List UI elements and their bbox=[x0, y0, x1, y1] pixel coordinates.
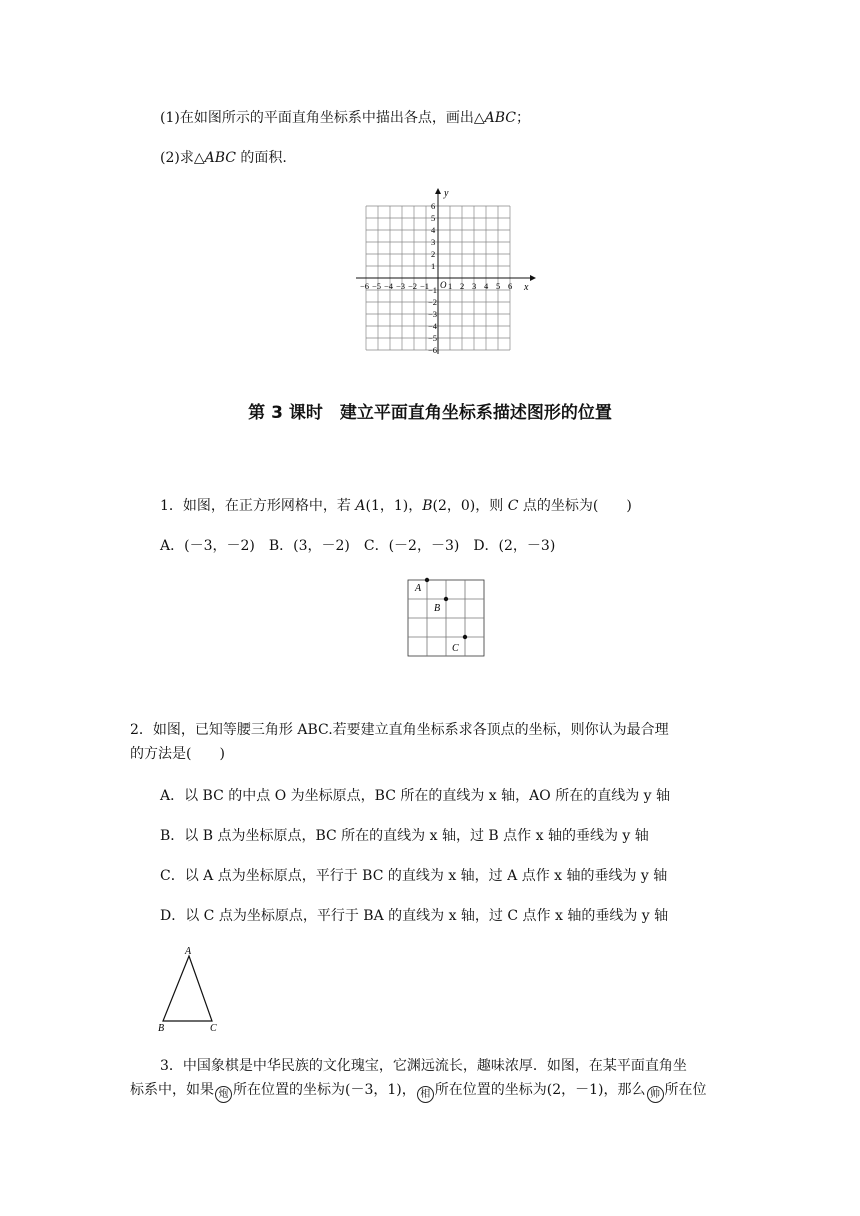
question-part-1: (1)在如图所示的平面直角坐标系中描出各点，画出△ABC； bbox=[160, 110, 530, 126]
x-tick-label: 6 bbox=[508, 281, 513, 291]
y-tick-label: −5 bbox=[428, 333, 438, 343]
q2-option-b: B．以 B 点为坐标原点，BC 所在的直线为 x 轴，过 B 点作 x 轴的垂线为 y 轴 bbox=[160, 828, 649, 844]
q3-line2: 标系中，如果 炮 所在位置的坐标为(－3，1)， 相 所在位置的坐标为(2，－1)，那么 帅 所在位 bbox=[130, 1080, 707, 1103]
y-tick-label: −6 bbox=[428, 345, 438, 355]
q3-line1: 3．中国象棋是中华民族的文化瑰宝，它渊远流长，趣味浓厚．如图，在某平面直角坐 bbox=[160, 1058, 687, 1074]
chess-piece-shuai-icon: 帅 bbox=[647, 1086, 664, 1103]
q1-square-grid-figure bbox=[404, 576, 488, 660]
vertex-a-label: A bbox=[185, 946, 192, 957]
triangle-abc bbox=[163, 956, 212, 1021]
point-a bbox=[425, 578, 429, 582]
point-c bbox=[463, 635, 467, 639]
x-tick-label: 2 bbox=[460, 281, 465, 291]
q2-option-d: D．以 C 点为坐标原点，平行于 BA 的直线为 x 轴，过 C 点作 x 轴的垂线为 y 轴 bbox=[160, 908, 669, 924]
q1-stem: 1．如图，在正方形网格中，若 A(1，1)，B(2，0)，则 C 点的坐标为( ) bbox=[160, 498, 632, 514]
x-tick-label: 5 bbox=[496, 281, 501, 291]
y-axis-label: y bbox=[444, 188, 449, 199]
y-tick-label: −1 bbox=[428, 285, 438, 295]
origin-label: O bbox=[440, 280, 447, 290]
y-tick-label: 5 bbox=[431, 213, 436, 223]
q2-option-c: C．以 A 点为坐标原点，平行于 BC 的直线为 x 轴，过 A 点作 x 轴的垂线为 y 轴 bbox=[160, 868, 668, 884]
x-tick-label: −3 bbox=[396, 281, 406, 291]
chess-piece-xiang-icon: 相 bbox=[417, 1086, 434, 1103]
q1-options: A．(－3，－2) B．(3，－2) C．(－2，－3) D．(2，－3) bbox=[160, 538, 556, 554]
label-b: B bbox=[434, 603, 441, 614]
y-tick-label: 2 bbox=[431, 249, 436, 259]
y-tick-label: −3 bbox=[428, 309, 438, 319]
y-tick-label: −4 bbox=[428, 321, 438, 331]
x-axis-label: x bbox=[524, 282, 529, 293]
point-b bbox=[444, 597, 448, 601]
q2-stem-line1: 2．如图，已知等腰三角形 ABC.若要建立直角坐标系求各顶点的坐标，则你认为最合理 bbox=[130, 722, 669, 738]
y-tick-label: −2 bbox=[428, 297, 438, 307]
x-tick-label: −1 bbox=[420, 281, 430, 291]
x-tick-label: −5 bbox=[372, 281, 382, 291]
label-a: A bbox=[415, 583, 422, 594]
coordinate-grid-figure bbox=[350, 186, 540, 358]
x-tick-label: −4 bbox=[384, 281, 394, 291]
section-title: 第 3 课时 建立平面直角坐标系描述图形的位置 bbox=[248, 403, 612, 423]
q2-option-a: A．以 BC 的中点 O 为坐标原点，BC 所在的直线为 x 轴，AO 所在的直线为 y 轴 bbox=[160, 788, 671, 804]
x-axis-arrow bbox=[530, 275, 536, 281]
x-tick-label: 4 bbox=[484, 281, 489, 291]
x-tick-label: 1 bbox=[448, 281, 453, 291]
x-tick-label: 3 bbox=[472, 281, 477, 291]
question-part-2: (2)求△ABC 的面积. bbox=[160, 150, 287, 166]
y-tick-label: 3 bbox=[431, 237, 436, 247]
y-tick-label: 1 bbox=[431, 261, 436, 271]
vertex-b-label: B bbox=[158, 1023, 165, 1034]
y-tick-label: 6 bbox=[431, 201, 436, 211]
y-axis-arrow bbox=[435, 188, 441, 194]
label-c: C bbox=[452, 643, 459, 654]
isosceles-triangle-figure bbox=[150, 944, 230, 1036]
vertex-c-label: C bbox=[210, 1023, 217, 1034]
y-tick-label: 4 bbox=[431, 225, 436, 235]
x-tick-label: −6 bbox=[360, 281, 370, 291]
q2-stem-line2: 的方法是( ) bbox=[130, 746, 225, 762]
x-tick-label: −2 bbox=[408, 281, 418, 291]
chess-piece-pao-icon: 炮 bbox=[215, 1086, 232, 1103]
